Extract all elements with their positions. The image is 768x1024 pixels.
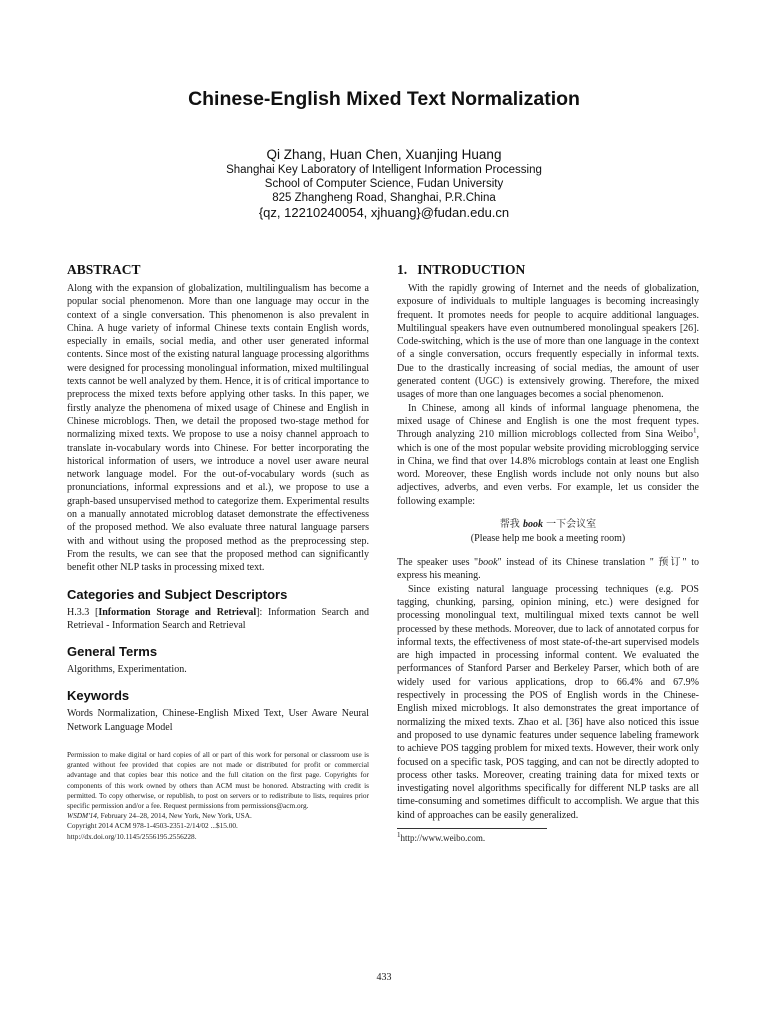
- page-number: 433: [376, 972, 392, 983]
- intro-paragraph-2: [397, 402, 699, 508]
- author-names: Qi Zhang, Huan Chen, Xuanjing Huang: [266, 147, 502, 162]
- example-en-word: book: [523, 519, 543, 531]
- author-emails: {qz, 12210240054, xjhuang}@fudan.edu.cn: [258, 205, 510, 220]
- footnote-ref: 1: [693, 426, 697, 435]
- left-column: [67, 262, 369, 842]
- copyright-line: Copyright 2014 ACM 978-1-4503-2351-2/14/02 ...$15.00.: [67, 821, 238, 831]
- example-sentence: [397, 518, 699, 532]
- abstract-section: [67, 262, 369, 575]
- footnote-text: http://www.weibo.com.: [400, 832, 486, 843]
- affiliation-school: School of Computer Science, Fudan University: [264, 178, 504, 190]
- general-terms-section: [67, 644, 369, 676]
- affiliation-address: 825 Zhangheng Road, Shanghai, P.R.China: [272, 192, 496, 204]
- categories-code: H.3.3 [: [67, 606, 99, 618]
- keywords-text: Words Normalization, Chinese-English Mixed Text, User Aware Neural Network Language Model: [67, 708, 369, 733]
- keywords-heading: Keywords: [67, 688, 130, 704]
- footnote-divider: [397, 828, 547, 829]
- doi-line: http://dx.doi.org/10.1145/2556195.2556228.: [67, 831, 197, 841]
- right-column: [397, 262, 699, 844]
- intro-p3-book: book: [478, 557, 498, 569]
- general-terms-text: Algorithms, Experimentation.: [67, 664, 187, 676]
- intro-p2-end: , which is one of the most popular website providing microblogging service in China, we find that over 14.8% microblogs contain at least one English word. Moreover, these English words include not only nouns but also adjectives, adverbs, and even verbs. For example, let us consider the following example:: [397, 429, 699, 507]
- intro-p2-start: In Chinese, among all kinds of informal language phenomena, the mixed usage of Chinese and English is one the most frequent types. Through analyzing 210 million microblogs collected from Sina Weibo: [397, 402, 699, 441]
- general-terms-heading: General Terms: [67, 644, 158, 660]
- categories-rest: ]: Information Search and Retrieval - Information Search and Retrieval: [67, 606, 369, 631]
- abstract-heading: ABSTRACT: [67, 262, 141, 277]
- venue-rest: February 24–28, 2014, New York, New York, USA.: [98, 811, 252, 821]
- example-cn-b: 一下会议室: [543, 519, 597, 531]
- intro-paragraph-1: With the rapidly growing of Internet and the needs of globalization, exposure of individuals to multiple languages is becoming increasingly frequent. It promotes needs for people to acquire additional languages. Multilingual speakers have even outnumbered monolingual speakers [26]. Code-switching, which is the use of more than one language in the context of a single conversation, occurs frequently especially in informal texts. Due to the drastically increasing of social medias, the amount of user generated content (UGC) is extensively growing. Therefore, the mixed usages of more than one languages becomes a social phenomenon.: [397, 283, 699, 401]
- example-gloss: (Please help me book a meeting room): [470, 533, 626, 545]
- example-block: [397, 518, 699, 546]
- intro-paragraph-3: [397, 556, 699, 583]
- intro-paragraph-4: Since existing natural language processing techniques (e.g. POS tagging, chunking, parsing, opinion mining, etc.) were designed for processing monolingual text, multilingual mixed texts cannot be well processed by these methods. Moreover, due to lack of annotated corpus for informal texts, the effectiveness of most state-of-the-art supervised models are high impacted in processing informal content. We evaluated the performances of Stanford Parser and Berkeley Parser, which both of are widely used for various applications, drop to 66.4% and 67.9% respectively in processing the POS of English words in the Chinese-English mixed microblogs. It also demonstrates the great importance of normalizing the mixed texts. Zhao et al. [36] have also noticed this issue and proposed to use dynamic features under sequence labeling framework to achieve POS tagging problem for mixed texts. However, their work only focused on a specific task, POS tagging, and can not be directly adopted to process other tasks. Moreover, creating training data for mixed texts or investigating novel algorithms specifically for different NLP tasks are all time-consuming and sometimes difficult to accomplish. We argue that this kind of approaches can be easily generalized.: [397, 583, 699, 821]
- author-block: [0, 146, 768, 221]
- affiliation-lab: Shanghai Key Laboratory of Intelligent Information Processing: [226, 164, 542, 176]
- intro-p3-end: " instead of its Chinese translation " 预订" to express his meaning.: [397, 557, 699, 582]
- categories-text: [67, 606, 369, 633]
- introduction-heading: 1. INTRODUCTION: [397, 262, 526, 277]
- categories-bold: Information Storage and Retrieval: [98, 606, 257, 618]
- example-cn-a: 帮我: [499, 519, 523, 531]
- footnote-mark: 1: [397, 830, 401, 839]
- categories-heading: Categories and Subject Descriptors: [67, 586, 288, 602]
- abstract-text: Along with the expansion of globalization, multilingualism has become a popular social phenomenon. More than one language may occur in the context of a single conversation. This phenomenon is also prevalent in China. A huge variety of informal Chinese texts contain English words, especially in emails, social media, and other user generated informal contents. Since most of the existing natural language processing algorithms were designed for processing monolingual information, mixed multilingual texts cannot be well analyzed by them. Hence, it is of critical importance to preprocess the mixed texts before applying other tasks. In this paper, we firstly analyze the phenomena of mixed usage of Chinese and English in Chinese microblogs. Then, we detail the proposed two-stage method for normalizing mixed texts. We propose to use a noisy channel approach to translate in-vocabulary words into Chinese. For better incorporating the historical information of users, we introduce a novel user aware neural network language model. For the out-of-vocabulary words (such as pronunciations, informal expressions and et al.), we propose to use a graph-based unsupervised method to categorize them. Experimental results on a manually annotated microblog dataset demonstrate the effectiveness of the proposed method. We also evaluate three natural language parsers with and without using the proposed method as the preprocessing step. From the results, we can see that the proposed method can significantly benefit other NLP tasks in processing mixed text.: [67, 283, 369, 574]
- intro-p3-start: The speaker uses ": [397, 557, 479, 569]
- permission-text: Permission to make digital or hard copies of all or part of this work for personal or classroom use is granted without fee provided that copies are not made or distributed for profit or commercial advantage and that copies bear this notice and the full citation on the first page. Copyrights for components of this work owned by others than ACM must be honored. Abstracting with credit is permitted. To copy otherwise, or republish, to post on servers or to redistribute to lists, requires prior specific permission and/or a fee. Request permissions from permissions@acm.org.: [67, 750, 369, 811]
- footnote: [397, 832, 699, 844]
- venue-line: [67, 811, 369, 821]
- categories-section: [67, 587, 369, 633]
- keywords-section: [67, 688, 369, 734]
- venue-name: WSDM'14,: [67, 811, 99, 821]
- paper-title: Chinese-English Mixed Text Normalization: [188, 88, 580, 110]
- permission-notice: [67, 750, 369, 842]
